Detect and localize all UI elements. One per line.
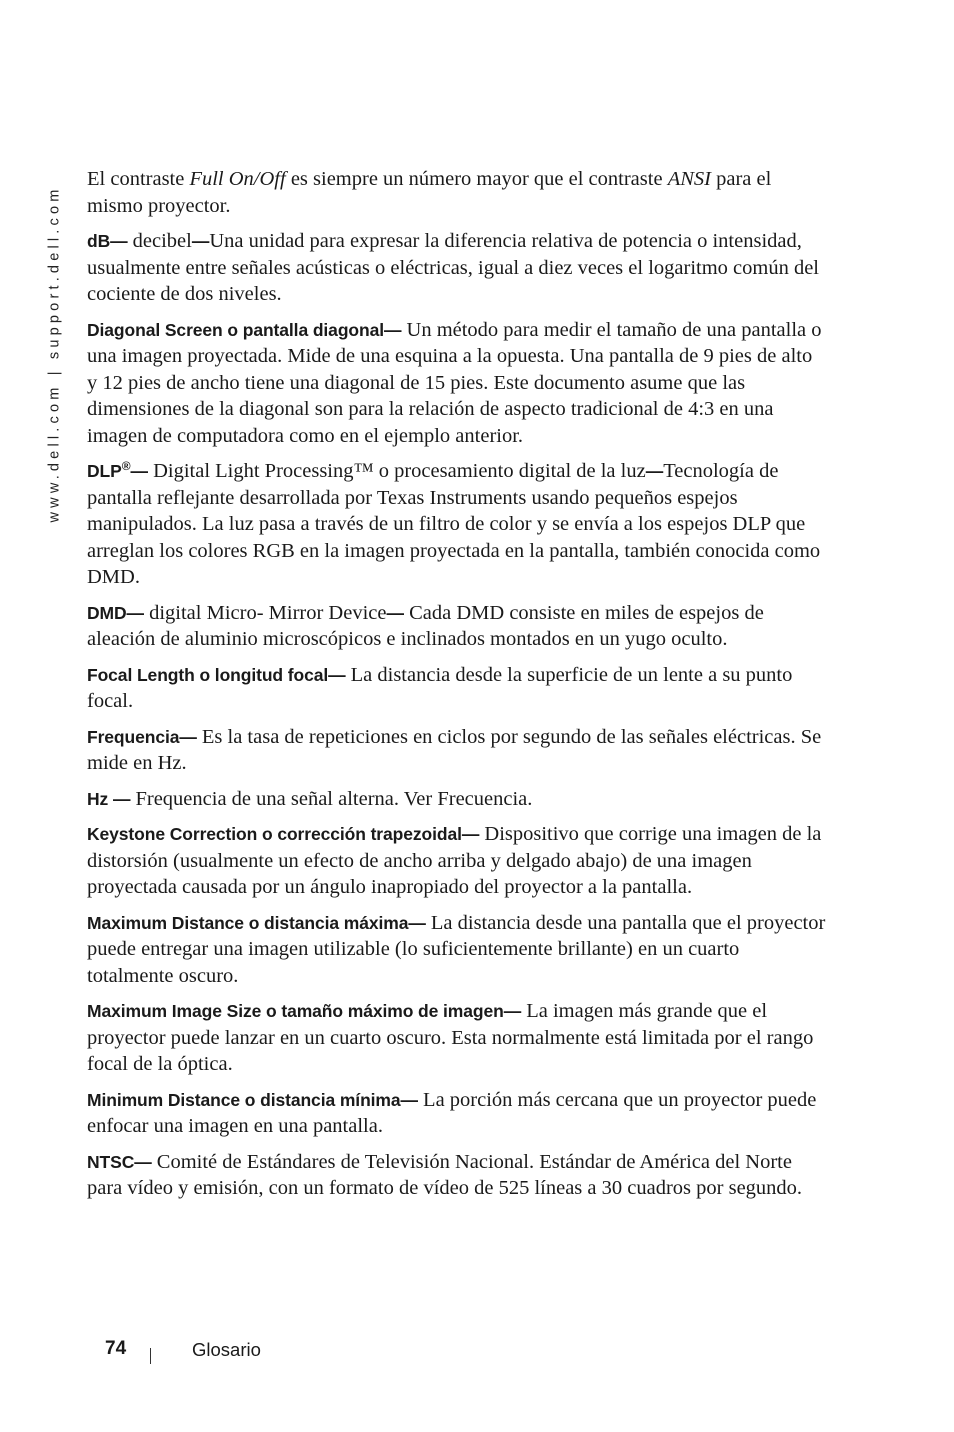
- paragraph-text: es siempre un número mayor que el contraste: [285, 168, 668, 190]
- bold-dash: —: [191, 231, 210, 251]
- glossary-term: Keystone Correction o corrección trapezoidal—: [87, 824, 480, 844]
- glossary-definition: Comité de Estándares de Televisión Nacional. Estándar de América del Norte para vídeo y emisión, con un formato de vídeo de 525 líneas a 30 cuadros por segundo.: [87, 1150, 803, 1199]
- glossary-term-dash: —: [130, 461, 148, 481]
- glossary-entry-keystone-correction: [87, 821, 827, 901]
- glossary-definition: La distancia desde una pantalla que el proyector puede entregar una imagen utilizable (lo suficientemente brillante) en un cuarto totalmente oscuro.: [87, 911, 826, 987]
- page-number: 74: [105, 1338, 127, 1359]
- glossary-definition: Es la tasa de repeticiones en ciclos por segundo de las señales eléctricas. Se mide en Hz.: [87, 725, 822, 774]
- glossary-definition: decibel: [127, 230, 192, 252]
- glossary-entry-dmd: [87, 600, 827, 653]
- glossary-entry-diagonal-screen: [87, 317, 827, 450]
- glossary-entry-maximum-distance: [87, 910, 827, 990]
- footer-divider: [150, 1348, 151, 1364]
- glossary-definition: Dispositivo que corrige una imagen de la distorsión (usualmente un efecto de ancho arriba y delgado abajo) de una imagen proyectada causada por un ángulo inapropiado del proyector a la pantalla.: [87, 823, 822, 898]
- paragraph-text: El contraste: [87, 168, 190, 190]
- bold-dash: —: [386, 602, 404, 623]
- glossary-term: DMD—: [87, 602, 144, 623]
- glossary-definition: La distancia desde la superficie de un lente a su punto focal.: [87, 663, 793, 712]
- glossary-definition: Cada DMD consiste en miles de espejos de aleación de aluminio microscópicos e inclinados montados en un yugo oculto.: [87, 601, 764, 650]
- glossary-entry-minimum-distance: [87, 1087, 827, 1140]
- glossary-definition: Frequencia de una señal alterna. Ver Frecuencia.: [130, 787, 533, 810]
- glossary-term: Focal Length o longitud focal—: [87, 664, 346, 685]
- glossary-entry-db: [87, 228, 827, 308]
- glossary-entry-frequencia: [87, 724, 827, 777]
- glossary-term: Minimum Distance o distancia mínima—: [87, 1089, 418, 1110]
- glossary-term: Diagonal Screen o pantalla diagonal—: [87, 319, 402, 340]
- glossary-definition: Un método para medir el tamaño de una pantalla o una imagen proyectada. Mide de una esquina a la opuesta. Una pantalla de 9 pies de alto y 12 pies de ancho tiene una diagonal de 15 pies. Este documento asume que las dimensiones de la diagonal son para la relación de aspecto tradicional de 4:3 en una imagen de computadora como en el ejemplo anterior.: [87, 318, 822, 447]
- glossary-entry-focal-length: [87, 662, 827, 715]
- glossary-term: DLP: [87, 461, 122, 481]
- bold-dash: —: [645, 461, 664, 481]
- glossary-entry-ntsc: [87, 1149, 827, 1202]
- footer-section-title: Glosario: [192, 1339, 261, 1360]
- side-url-banner: [44, 172, 66, 536]
- glossary-term: Maximum Distance o distancia máxima—: [87, 912, 426, 933]
- glossary-entry-hz: [87, 786, 827, 813]
- glossary-term: Frequencia—: [87, 726, 197, 747]
- glossary-entry-maximum-image-size: [87, 998, 827, 1078]
- glossary-definition: digital Micro- Mirror Device: [143, 601, 387, 624]
- glossary-definition: La imagen más grande que el proyector puede lanzar en un cuarto oscuro. Esta normalmente está limitada por el rango focal de la óptica.: [87, 1000, 814, 1075]
- glossary-term: dB—: [87, 231, 128, 251]
- italic-term: ANSI: [667, 168, 711, 190]
- paragraph-text: para el mismo proyector.: [87, 168, 772, 217]
- glossary-definition: Tecnología de pantalla reflejante desarrollada por Texas Instruments usando pequeños espejos manipulados. La luz pasa a través de un filtro de color y se envía a los espejos DLP que arreglan los colores RGB en la imagen proyectada en la pantalla, también conocida como DMD.: [87, 460, 821, 588]
- glossary-content: [87, 166, 827, 1211]
- side-url-text: www.dell.com | support.dell.com: [47, 185, 64, 523]
- registered-mark: ®: [121, 459, 131, 473]
- glossary-term: Hz —: [87, 788, 131, 809]
- glossary-definition: Digital Light Processing™ o procesamiento digital de la luz: [147, 460, 646, 482]
- glossary-term: Maximum Image Size o tamaño máximo de imagen—: [87, 1001, 522, 1021]
- glossary-entry-dlp: [87, 458, 827, 591]
- glossary-term: NTSC—: [87, 1151, 152, 1172]
- glossary-definition: La porción más cercana que un proyector puede enfocar una imagen en una pantalla.: [87, 1088, 817, 1137]
- italic-term: Full On/Off: [189, 168, 286, 190]
- glossary-definition: Una unidad para expresar la diferencia relativa de potencia o intensidad, usualmente entre señales acústicas o eléctricas, igual a diez veces el logaritmo común del cociente de dos niveles.: [87, 230, 820, 305]
- glossary-paragraph-contrast-note: [87, 166, 827, 219]
